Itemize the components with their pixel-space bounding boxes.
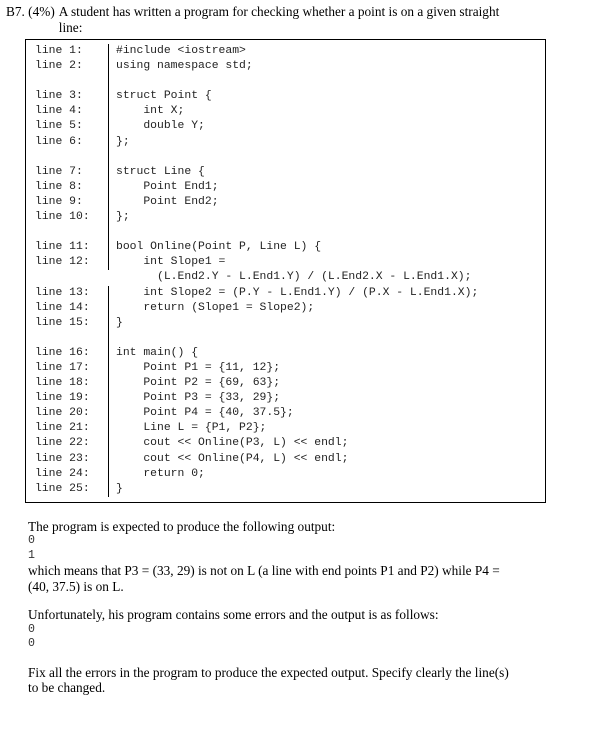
code-line-number [26, 225, 109, 240]
code-source-text: struct Point { [116, 90, 212, 103]
code-line-number: line 20: [26, 406, 109, 421]
code-row [26, 482, 545, 497]
code-line-number: line 17: [26, 361, 109, 376]
code-line-number: line 25: [26, 482, 109, 497]
code-source-text: #include <iostream> [116, 45, 246, 57]
actual-output-line: 0 [28, 623, 35, 636]
code-source-text: } [116, 482, 123, 495]
code-row [26, 301, 545, 316]
code-line-number: line 13: [26, 286, 109, 301]
code-source-text: double Y; [116, 120, 205, 133]
code-source-text: Point P4 = {40, 37.5}; [116, 407, 294, 420]
code-source-text: Point End2; [116, 195, 219, 208]
code-line-number: line 9: [26, 195, 109, 210]
code-row [26, 436, 545, 451]
code-source-text: Point End1; [116, 180, 219, 193]
code-line-number: line 5: [26, 119, 109, 134]
code-row [26, 270, 545, 285]
code-line-number: line 11: [26, 240, 109, 255]
code-source-text: return (Slope1 = Slope2); [116, 301, 315, 314]
code-blank-row [26, 225, 545, 240]
code-source-text: int X; [116, 105, 185, 118]
code-source-text: }; [116, 135, 130, 148]
spacer [6, 652, 598, 665]
code-blank-row [26, 331, 545, 346]
question-prompt [59, 4, 598, 35]
code-row [26, 391, 545, 406]
code-source-text: cout << Online(P4, L) << endl; [116, 452, 349, 465]
code-line-number: line 7: [26, 165, 109, 180]
code-source-text: return 0; [116, 467, 205, 480]
code-source-text: struct Line { [116, 165, 205, 178]
code-listing [25, 39, 546, 503]
code-line-number: line 19: [26, 391, 109, 406]
code-row [26, 240, 545, 255]
code-source-text: int Slope2 = (P.Y - L.End1.Y) / (P.X - L.End1.X); [116, 286, 479, 299]
expected-output-line: 0 [28, 534, 35, 548]
spacer [6, 503, 598, 519]
code-row [26, 180, 545, 195]
code-line-number: line 18: [26, 376, 109, 391]
code-blank-row [26, 74, 545, 89]
code-line-number [26, 74, 109, 89]
code-row [26, 104, 545, 119]
code-source-text: bool Online(Point P, Line L) { [116, 241, 322, 254]
code-line-number: line 21: [26, 421, 109, 436]
code-line-number: line 8: [26, 180, 109, 195]
code-source-text: Line L = {P1, P2}; [116, 422, 267, 435]
code-source-text: Point P1 = {11, 12}; [116, 361, 281, 374]
code-line-number: line 23: [26, 452, 109, 467]
code-line-number: line 24: [26, 467, 109, 482]
code-source-text: int main() { [116, 346, 199, 359]
code-line-number: line 15: [26, 316, 109, 331]
code-source-text: } [116, 316, 123, 329]
expected-output-intro: The program is expected to produce the following output: [28, 518, 336, 534]
code-row [26, 255, 545, 270]
code-row [26, 44, 545, 59]
code-line-number: line 16: [26, 346, 109, 361]
code-source-text: (L.End2.Y - L.End1.Y) / (L.End2.X - L.End1.X); [116, 271, 472, 284]
code-row [26, 316, 545, 331]
expected-explanation-line-1: which means that P3 = (33, 29) is not on L (a line with end points P1 and P2) while P4 = [28, 563, 500, 579]
code-blank-row [26, 150, 545, 165]
code-row [26, 165, 545, 180]
task-line-2: to be changed. [28, 680, 106, 696]
code-source-text: int Slope1 = [116, 256, 226, 269]
code-source-text: cout << Online(P3, L) << endl; [116, 437, 349, 450]
code-line-number: line 10: [26, 210, 109, 225]
code-row [26, 89, 545, 104]
code-line-number: line 2: [26, 59, 109, 74]
code-line-number: line 14: [26, 301, 109, 316]
actual-output-section [28, 607, 588, 651]
code-row [26, 286, 545, 301]
code-line-number [26, 331, 109, 346]
actual-output-intro: Unfortunately, his program contains some errors and the output is as follows: [28, 607, 439, 623]
expected-output-section [28, 519, 588, 595]
expected-output-line: 1 [28, 548, 35, 562]
code-row [26, 135, 545, 150]
code-source-text: using namespace std; [116, 60, 253, 73]
expected-explanation-line-2: (40, 37.5) is on L. [28, 578, 124, 594]
code-line-number: line 22: [26, 436, 109, 451]
code-line-number: line 1: [26, 44, 109, 59]
task-section [28, 665, 588, 696]
code-row [26, 195, 545, 210]
code-row [26, 361, 545, 376]
code-row [26, 452, 545, 467]
code-row [26, 346, 545, 361]
code-source-text: }; [116, 211, 130, 224]
question-number: B7. (4%) [6, 4, 55, 19]
question-heading [6, 4, 598, 35]
code-row [26, 59, 545, 74]
question-prompt-line-2: line: [58, 19, 83, 35]
task-line-1: Fix all the errors in the program to produce the expected output. Specify clearly the line(s) [28, 664, 509, 680]
code-row [26, 406, 545, 421]
code-line-number: line 4: [26, 104, 109, 119]
code-source-text: Point P2 = {69, 63}; [116, 377, 281, 390]
code-line-number: line 3: [26, 89, 109, 104]
code-row [26, 210, 545, 225]
actual-output-line: 0 [28, 637, 35, 651]
question-prompt-line-1: A student has written a program for checking whether a point is on a given straight [58, 4, 500, 19]
code-source-text: Point P3 = {33, 29}; [116, 392, 281, 405]
spacer [6, 594, 598, 607]
code-row [26, 421, 545, 436]
code-row [26, 119, 545, 134]
code-line-number [26, 150, 109, 165]
code-row [26, 376, 545, 391]
code-row [26, 467, 545, 482]
code-line-number: line 6: [26, 135, 109, 150]
code-line-number: line 12: [26, 255, 109, 270]
